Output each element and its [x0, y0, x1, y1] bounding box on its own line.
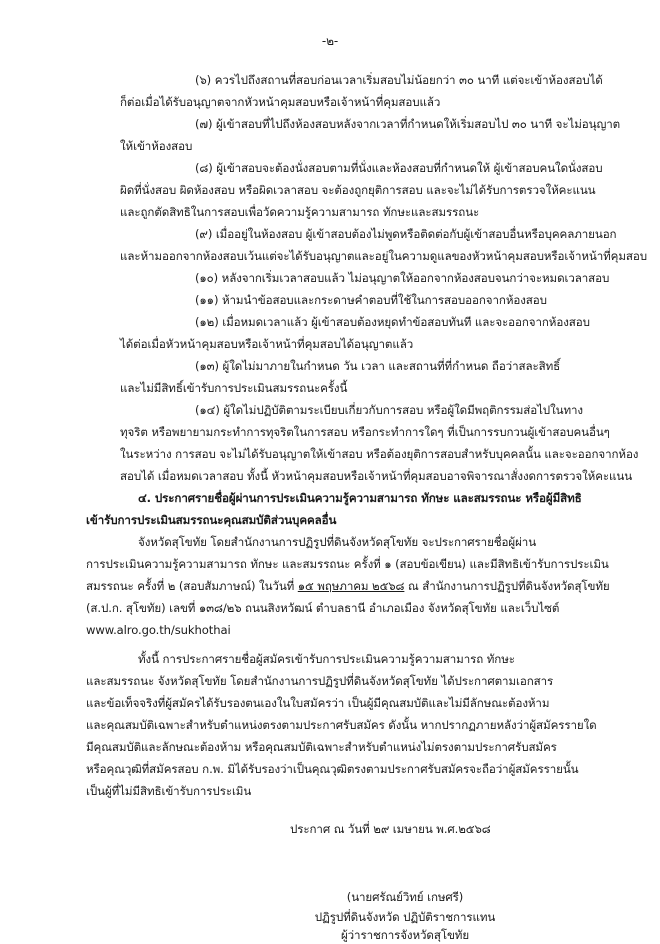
- section-4-para-1-line-2: การประเมินความรู้ความสามารถ ทักษะ และสมรรถนะ ครั้งที่ ๑ (สอบข้อเขียน) และมีสิทธิเข้ารับการประเมิน: [86, 557, 609, 571]
- rule-14-line-1: (๑๔) ผู้ใดไม่ปฏิบัติตามระเบียบเกี่ยวกับการสอบ หรือผู้ใดมีพฤติกรรมส่อไปในทาง: [195, 403, 583, 417]
- rule-13-line-1: (๑๓) ผู้ใดไม่มาภายในกำหนด วัน เวลา และสถานที่ที่กำหนด ถือว่าสละสิทธิ์: [195, 359, 561, 373]
- rule-7-line-1: (๗) ผู้เข้าสอบที่ไปถึงห้องสอบหลังจากเวลาที่กำหนดให้เริ่มสอบไป ๓๐ นาที จะไม่อนุญาต: [195, 117, 621, 131]
- page-number: -๒-: [321, 34, 339, 48]
- signatory-name: (นายศรัณย์วิทย์ เกษศรี): [346, 890, 464, 904]
- signatory-title-line-1: ปฏิรูปที่ดินจังหวัด ปฏิบัติราชการแทน: [314, 910, 496, 924]
- rule-14-line-4: สอบได้ เมื่อหมดเวลาสอบ ทั้งนี้ หัวหน้าคุมสอบหรือเจ้าหน้าที่คุมสอบอาจพิจารณาสั่งงดการตรวจให้คะแนน: [120, 469, 633, 483]
- rule-12-line-1: (๑๒) เมื่อหมดเวลาแล้ว ผู้เข้าสอบต้องหยุดทำข้อสอบทันที และจะออกจากห้องสอบ: [195, 315, 590, 329]
- section-4-para-2-line-1: ทั้งนี้ การประกาศรายชื่อผู้สมัครเข้ารับการประเมินความรู้ความสามารถ ทักษะ: [138, 652, 515, 666]
- rule-11: (๑๑) ห้ามนำข้อสอบและกระดาษคำตอบที่ใช้ในการสอบออกจากห้องสอบ: [195, 293, 547, 307]
- rule-14-line-2: ทุจริต หรือพยายามกระทำการทุจริตในการสอบ หรือกระทำการใดๆ ที่เป็นการรบกวนผู้เข้าสอบคนอื่นๆ: [120, 425, 610, 439]
- announcement-date: ประกาศ ณ วันที่ ๒๙ เมษายน พ.ศ.๒๕๖๘: [290, 822, 491, 836]
- signatory-title-line-2: ผู้ว่าราชการจังหวัดสุโขทัย: [340, 928, 470, 942]
- para-1-line-3-end: ณ สำนักงานการปฏิรูปที่ดินจังหวัดสุโขทัย: [404, 579, 610, 593]
- section-4-para-1-line-1: จังหวัดสุโขทัย โดยสำนักงานการปฏิรูปที่ดินจังหวัดสุโขทัย จะประกาศรายชื่อผู้ผ่าน: [138, 535, 537, 549]
- website-link[interactable]: www.alro.go.th/sukhothai: [86, 623, 231, 637]
- rule-13-line-2: และไม่มีสิทธิ์เข้ารับการประเมินสมรรถนะครั้งนี้: [120, 381, 348, 395]
- section-4-para-2-line-5: มีคุณสมบัติและลักษณะต้องห้าม หรือคุณสมบัติเฉพาะสำหรับตำแหน่งไม่ตรงตามประกาศรับสมัคร: [86, 740, 557, 754]
- rule-14-line-3: ในระหว่าง การสอบ จะไม่ได้รับอนุญาตให้เข้าสอบ หรือต้องยุติการสอบสำหรับบุคคลนั้น และจะออกจากห้อง: [120, 447, 639, 461]
- section-4-para-2-line-4: และคุณสมบัติเฉพาะสำหรับตำแหน่งตรงตามประกาศรับสมัคร ดังนั้น หากปรากฏภายหลังว่าผู้สมัครรายใด: [86, 718, 597, 732]
- section-4-para-2-line-6: หรือคุณวุฒิที่สมัครสอบ ก.พ. มิได้รับรองว่าเป็นคุณวุฒิตรงตามประกาศรับสมัครจะถือว่าผู้สมัครรายนั้น: [86, 762, 579, 776]
- rule-8-line-2: ผิดที่นั่งสอบ ผิดห้องสอบ หรือผิดเวลาสอบ จะต้องถูกยุติการสอบ และจะไม่ได้รับการตรวจให้คะแนน: [120, 183, 596, 197]
- rule-7-line-2: ให้เข้าห้องสอบ: [120, 139, 193, 153]
- rule-9-line-1: (๙) เมื่ออยู่ในห้องสอบ ผู้เข้าสอบต้องไม่พูดหรือติดต่อกับผู้เข้าสอบอื่นหรือบุคคลภายนอก: [195, 227, 617, 241]
- section-4-para-2-line-3: และข้อเท็จจริงที่ผู้สมัครได้รับรองตนเองในใบสมัครว่า เป็นผู้มีคุณสมบัติและไม่มีลักษณะต้องห้าม: [86, 696, 550, 710]
- rule-6-line-2: ก็ต่อเมื่อได้รับอนุญาตจากหัวหน้าคุมสอบหรือเจ้าหน้าที่คุมสอบแล้ว: [120, 95, 441, 109]
- rule-9-line-2: และห้ามออกจากห้องสอบเว้นแต่จะได้รับอนุญาตและอยู่ในความดูแลของหัวหน้าคุมสอบหรือเจ้าหน้าที่คุมสอบ: [120, 249, 647, 263]
- rule-6-line-1: (๖) ควรไปถึงสถานที่สอบก่อนเวลาเริ่มสอบไม่น้อยกว่า ๓๐ นาที แต่จะเข้าห้องสอบได้: [195, 73, 603, 87]
- section-4-heading-line-2: เข้ารับการประเมินสมรรถนะคุณสมบัติส่วนบุคคลอื่น: [86, 513, 337, 527]
- interview-date: ๑๕ พฤษภาคม ๒๕๖๘: [297, 579, 405, 593]
- rule-8-line-1: (๘) ผู้เข้าสอบจะต้องนั่งสอบตามที่นั่งและห้องสอบที่กำหนดให้ ผู้เข้าสอบคนใดนั่งสอบ: [195, 161, 603, 175]
- section-4-para-2-line-2: และสมรรถนะ จังหวัดสุโขทัย โดยสำนักงานการปฏิรูปที่ดินจังหวัดสุโขทัย ได้ประกาศตามเอกสาร: [86, 674, 554, 688]
- rule-10: (๑๐) หลังจากเริ่มเวลาสอบแล้ว ไม่อนุญาตให้ออกจากห้องสอบจนกว่าจะหมดเวลาสอบ: [195, 271, 610, 285]
- rule-12-line-2: ได้ต่อเมื่อหัวหน้าคุมสอบหรือเจ้าหน้าที่คุมสอบได้อนุญาตแล้ว: [120, 337, 414, 351]
- section-4-heading-line-1: ๔. ประกาศรายชื่อผู้ผ่านการประเมินความรู้ความสามารถ ทักษะ และสมรรถนะ หรือผู้มีสิทธิ: [138, 491, 582, 505]
- section-4-para-1-line-3: [86, 578, 610, 594]
- section-4-para-2-line-7: เป็นผู้ที่ไม่มีสิทธิเข้ารับการประเมิน: [86, 784, 252, 798]
- rule-8-line-3: และถูกตัดสิทธิในการสอบเพื่อวัดความรู้ความสามารถ ทักษะและสมรรถนะ: [120, 205, 480, 219]
- para-1-line-3-start: สมรรถนะ ครั้งที่ ๒ (สอบสัมภาษณ์) ในวันที่: [86, 579, 298, 593]
- section-4-para-1-line-4: (ส.ป.ก. สุโขทัย) เลขที่ ๑๓๘/๒๖ ถนนสิงหวัฒน์ ตำบลธานี อำเภอเมือง จังหวัดสุโขทัย และเว็บไซต์: [86, 601, 560, 615]
